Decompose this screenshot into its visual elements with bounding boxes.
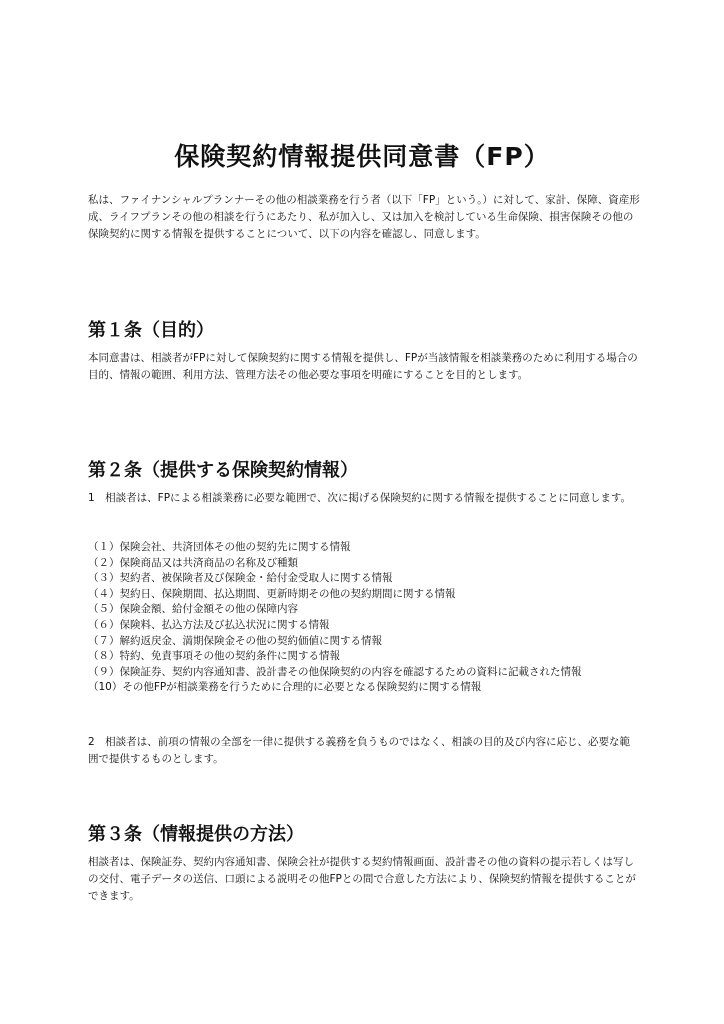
section-2-heading: 第２条（提供する保険契約情報） — [88, 460, 358, 481]
document-title: 保険契約情報提供同意書（FP） — [174, 141, 550, 171]
section-1-heading: 第１条（目的） — [88, 320, 214, 341]
list-item: （９）保険証券、契約内容通知書、設計書その他保険契約の内容を確認するための資料に記載された情報 — [88, 665, 582, 678]
list-item: （２）保険商品又は共済商品の名称及び種類 — [88, 556, 298, 569]
list-item: （10）その他FPが相談業務を行うために合理的に必要となる保険契約に関する情報 — [88, 681, 482, 694]
section-1-body: 本同意書は、相談者がFPに対して保険契約に関する情報を提供し、FPが当該情報を相談業務のために利用する場合の目的、情報の範囲、利用方法、管理方法その他必要な事項を明確にすることを目的とします。 — [88, 352, 638, 381]
section-3-body: 相談者は、保険証券、契約内容通知書、保険会社が提供する契約情報画面、設計書その他の資料の提示若しくは写しの交付、電子データの送信、口頭による説明その他FPとの間で合意した方法により、保険契約情報を提供することができます。 — [88, 856, 636, 902]
list-item: （６）保険料、払込方法及び払込状況に関する情報 — [88, 618, 330, 631]
list-item: （５）保険金額、給付金額その他の保障内容 — [88, 603, 298, 616]
section-2-paragraph-1: 1 相談者は、FPによる相談業務に必要な範囲で、次に掲げる保険契約に関する情報を提供することに同意します。 — [88, 492, 631, 504]
list-item: （１）保険会社、共済団体その他の契約先に関する情報 — [88, 541, 351, 553]
list-item: （８）特約、免責事項その他の契約条件に関する情報 — [88, 650, 340, 663]
intro-paragraph: 私は、ファイナンシャルプランナーその他の相談業務を行う者（以下「FP」という。）に対して、家計、保障、資産形成、ライフプランその他の相談を行うにあたり、私が加入し、又は加入を検討している生命保険、損害保険その他の保険契約に関する情報を提供することについて、以下の内容を確認し、同意します。 — [88, 194, 640, 240]
section-3-heading: 第３条（情報提供の方法） — [88, 824, 304, 845]
section-2-item-list — [88, 540, 640, 696]
list-item: （７）解約返戻金、満期保険金その他の契約価値に関する情報 — [88, 634, 382, 647]
list-item: （４）契約日、保険期間、払込期間、更新時期その他の契約期間に関する情報 — [88, 587, 456, 600]
section-2-paragraph-2: 2 相談者は、前項の情報の全部を一律に提供する義務を負うものではなく、相談の目的及び内容に応じ、必要な範囲で提供するものとします。 — [88, 736, 630, 765]
list-item: （３）契約者、被保険者及び保険金・給付金受取人に関する情報 — [88, 572, 393, 585]
